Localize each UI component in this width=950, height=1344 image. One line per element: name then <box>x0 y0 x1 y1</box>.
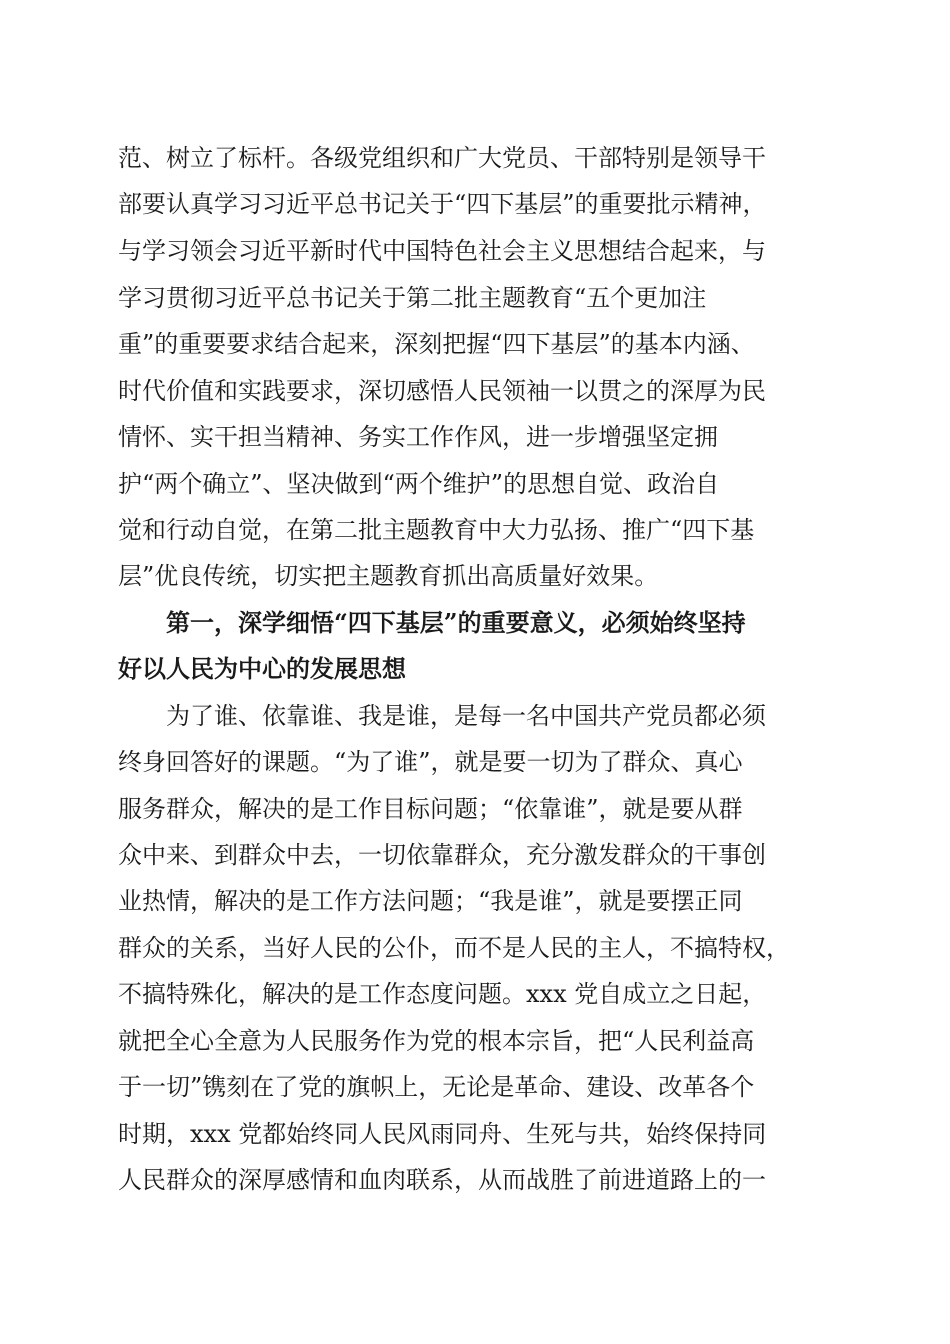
text-line: 层”优良传统，切实把主题教育抓出高质量好效果。 <box>118 562 659 590</box>
text-line: 情怀、实干担当精神、务实工作作风，进一步增强坚定拥 <box>118 423 718 451</box>
text-line: 群众的关系，当好人民的公仆，而不是人民的主人，不搞特权， <box>118 934 790 962</box>
text-line: 于一切”镌刻在了党的旗帜上，无论是革命、建设、改革各个 <box>118 1073 755 1101</box>
text-line: 人民群众的深厚感情和血肉联系，从而战胜了前进道路上的一 <box>118 1166 766 1194</box>
text-line: 众中来、到群众中去，一切依靠群众，充分激发群众的干事创 <box>118 841 766 869</box>
text-line: 护“两个确立”、坚决做到“两个维护”的思想自觉、政治自 <box>118 470 720 498</box>
text-line: 时代价值和实践要求，深切感悟人民领袖一以贯之的深厚为民 <box>118 377 766 405</box>
text-line: 学习贯彻习近平总书记关于第二批主题教育“五个更加注 <box>118 284 707 312</box>
text-line: 部要认真学习习近平总书记关于“四下基层”的重要批示精神， <box>118 190 767 218</box>
text-line: 不搞特殊化，解决的是工作态度问题。xxx 党自成立之日起， <box>118 980 767 1008</box>
text-line: 终身回答好的课题。“为了谁”，就是要一切为了群众、真心 <box>118 748 743 776</box>
text-line: 服务群众，解决的是工作目标问题；“依靠谁”，就是要从群 <box>118 795 743 823</box>
text-line: 就把全心全意为人民服务作为党的根本宗旨，把“人民利益高 <box>118 1027 755 1055</box>
text-line: 为了谁、依靠谁、我是谁，是每一名中国共产党员都必须 <box>118 702 766 730</box>
section-heading: 第一，深学细悟“四下基层”的重要意义，必须始终坚持 <box>118 608 746 637</box>
text-line: 与学习领会习近平新时代中国特色社会主义思想结合起来，与 <box>118 237 766 265</box>
text-line: 重”的重要要求结合起来，深刻把握“四下基层”的基本内涵、 <box>118 330 755 358</box>
text-line: 觉和行动自觉，在第二批主题教育中大力弘扬、推广“四下基 <box>118 516 755 544</box>
text-line: 范、树立了标杆。各级党组织和广大党员、干部特别是领导干 <box>118 144 766 172</box>
text-line: 时期，xxx 党都始终同人民风雨同舟、生死与共，始终保持同 <box>118 1120 767 1148</box>
section-heading: 好以人民为中心的发展思想 <box>118 654 406 683</box>
text-line: 业热情，解决的是工作方法问题；“我是谁”，就是要摆正同 <box>118 887 743 915</box>
